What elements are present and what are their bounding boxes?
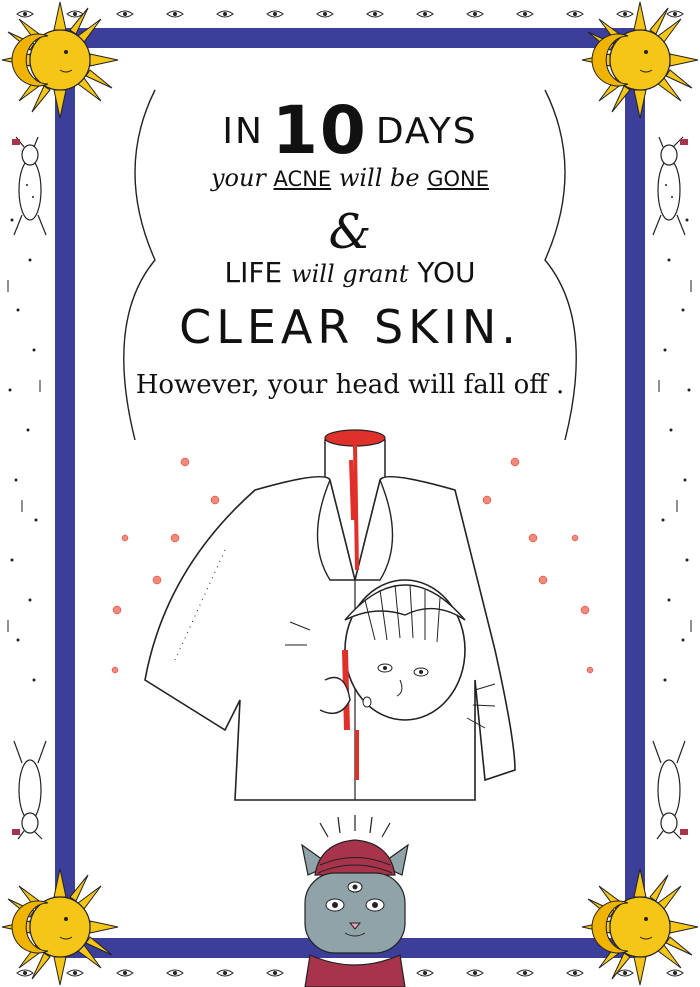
rabbit-icon	[8, 135, 53, 240]
rabbit-icon	[647, 735, 692, 840]
ampersand: &	[328, 204, 372, 260]
eye-icon	[166, 969, 184, 977]
headline-post: DAYS	[375, 111, 478, 152]
eye-icon	[466, 969, 484, 977]
word-will-be: will be	[338, 164, 420, 192]
headline-number: 10	[271, 92, 368, 169]
headline-pre: IN	[222, 111, 264, 152]
subline-life	[75, 256, 625, 289]
subline-acne	[75, 164, 625, 192]
word-will-grant: will grant	[291, 260, 409, 288]
word-your: your	[210, 164, 266, 192]
rabbit-icon	[647, 135, 692, 240]
eye-icon	[416, 10, 434, 18]
word-acne: ACNE	[273, 167, 332, 191]
eye-icon	[216, 10, 234, 18]
eye-icon	[516, 969, 534, 977]
head-fall-off-line: However, your head will fall off .	[135, 370, 565, 400]
cat-icon	[280, 815, 430, 987]
sun-moon-icon	[580, 867, 700, 987]
word-you: YOU	[417, 256, 476, 289]
eye-icon	[366, 10, 384, 18]
eye-icon	[166, 10, 184, 18]
headless-mannequin-icon	[75, 400, 625, 870]
headline	[75, 92, 625, 169]
sun-moon-icon	[0, 867, 120, 987]
word-gone: GONE	[427, 167, 490, 191]
clear-skin-heading: CLEAR SKIN.	[179, 300, 521, 354]
rabbit-icon	[8, 735, 53, 840]
word-life: LIFE	[224, 256, 283, 289]
eye-icon	[516, 10, 534, 18]
eye-icon	[266, 10, 284, 18]
eye-icon	[216, 969, 234, 977]
eye-icon	[466, 10, 484, 18]
eye-icon	[316, 10, 334, 18]
